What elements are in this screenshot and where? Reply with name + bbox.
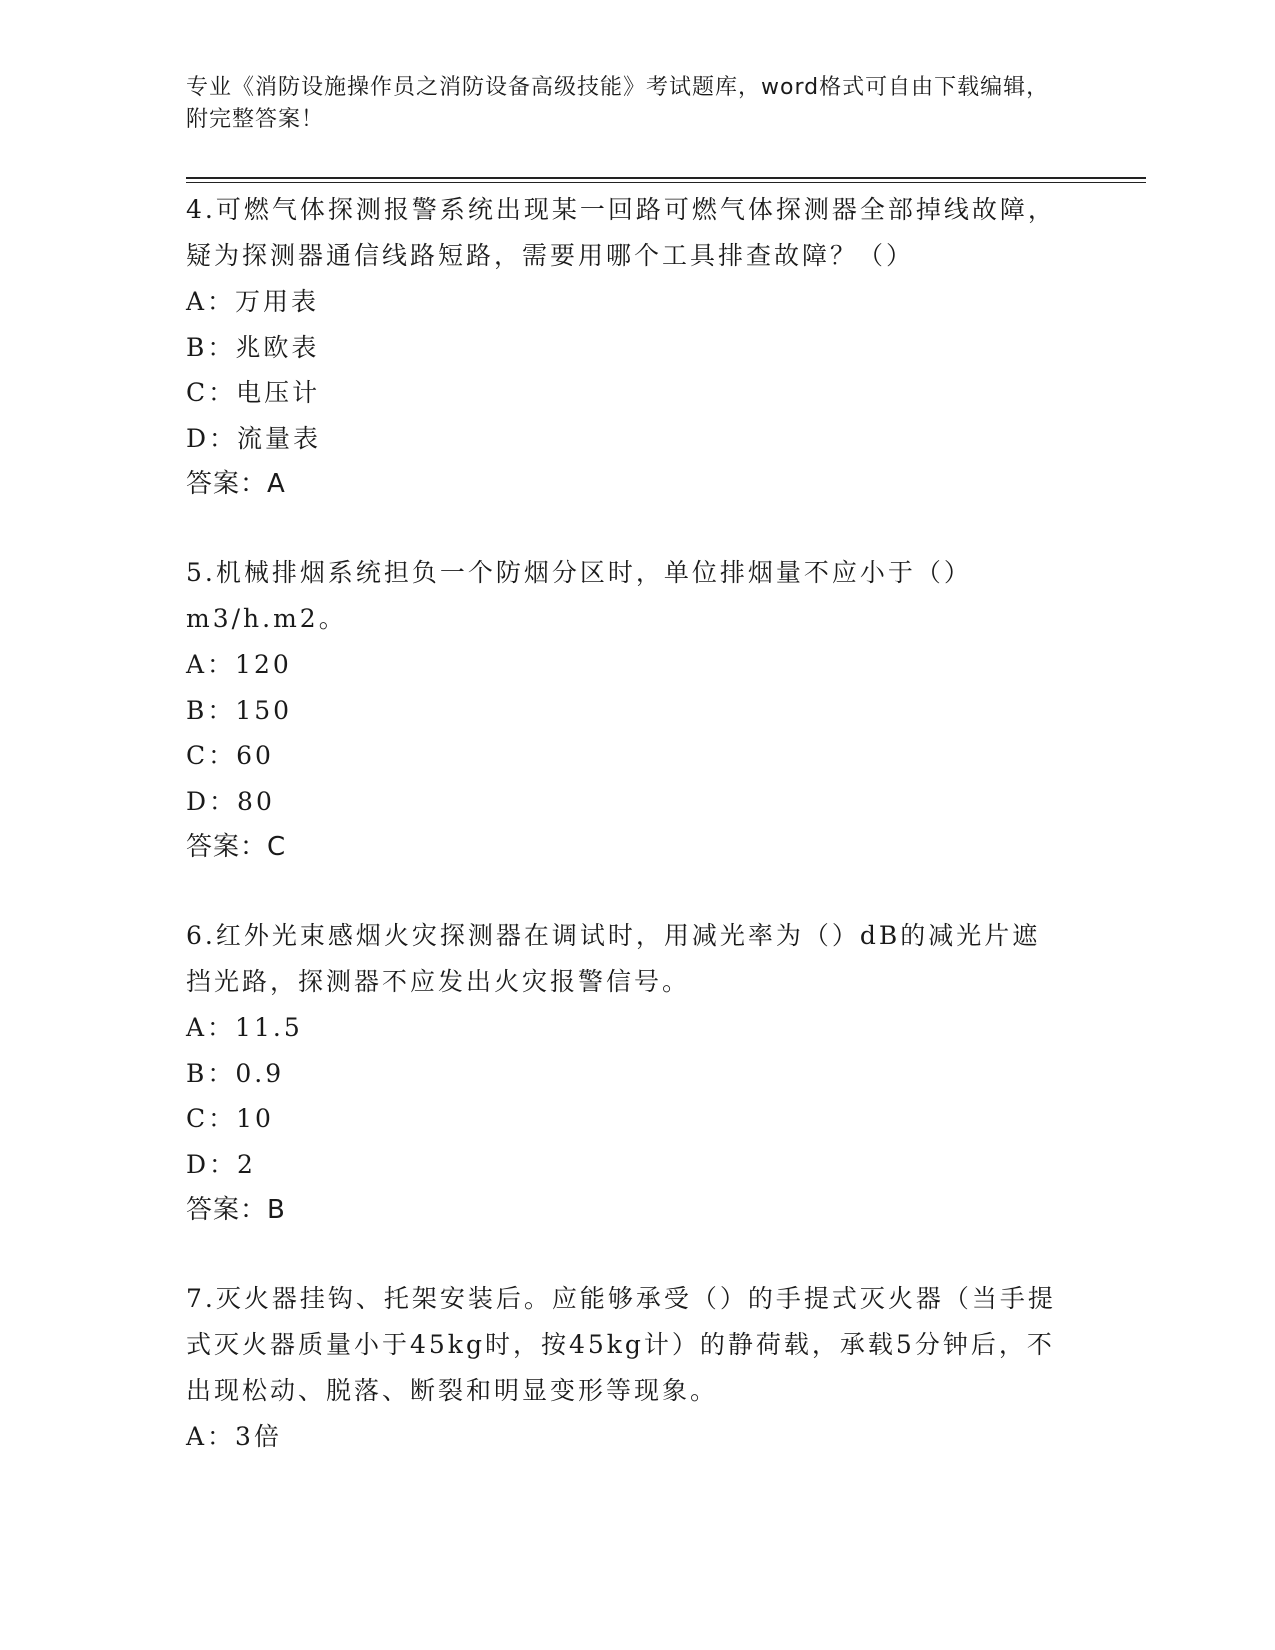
option-a: A：120: [186, 650, 292, 679]
option-c: C：电压计: [186, 378, 321, 407]
option-b: B：兆欧表: [186, 332, 320, 362]
option-d: D：2: [186, 1149, 256, 1179]
question-5: [186, 550, 1066, 870]
option-a: A：11.5: [186, 1013, 303, 1042]
option-d: D：80: [186, 786, 275, 816]
option-b: B：150: [186, 695, 293, 725]
option-d: D：流量表: [186, 423, 322, 453]
header-divider-thick: [186, 177, 1146, 179]
option-a: A：万用表: [186, 287, 320, 316]
question-4: [186, 187, 1066, 507]
question-6: [186, 913, 1066, 1233]
option-c: C：60: [186, 741, 274, 770]
option-b: B：0.9: [186, 1058, 285, 1088]
question-stem: 4.可燃气体探测报警系统出现某一回路可燃气体探测器全部掉线故障，疑为探测器通信线路短路，需要用哪个工具排查故障？（）: [186, 195, 1056, 270]
document-header: 专业《消防设施操作员之消防设备高级技能》考试题库，word格式可自由下载编辑，附完整答案！: [186, 75, 1050, 132]
answer: 答案：B: [186, 1195, 286, 1225]
question-stem: 6.红外光束感烟火灾探测器在调试时，用减光率为（）dB的减光片遮挡光路，探测器不应发出火灾报警信号。: [186, 921, 1041, 996]
question-stem: 5.机械排烟系统担负一个防烟分区时，单位排烟量不应小于（）m3/h.m2。: [186, 558, 972, 633]
header-divider-thin: [186, 182, 1146, 183]
question-stem: 7.灭火器挂钩、托架安装后。应能够承受（）的手提式灭火器（当手提式灭火器质量小于45kg时，按45kg计）的静荷载，承载5分钟后，不出现松动、脱落、断裂和明显变形等现象。: [186, 1284, 1056, 1405]
answer: 答案：A: [186, 469, 286, 499]
option-a: A：3倍: [186, 1422, 282, 1451]
answer: 答案：C: [186, 832, 287, 862]
option-c: C：10: [186, 1104, 274, 1133]
question-7: [186, 1276, 1066, 1460]
